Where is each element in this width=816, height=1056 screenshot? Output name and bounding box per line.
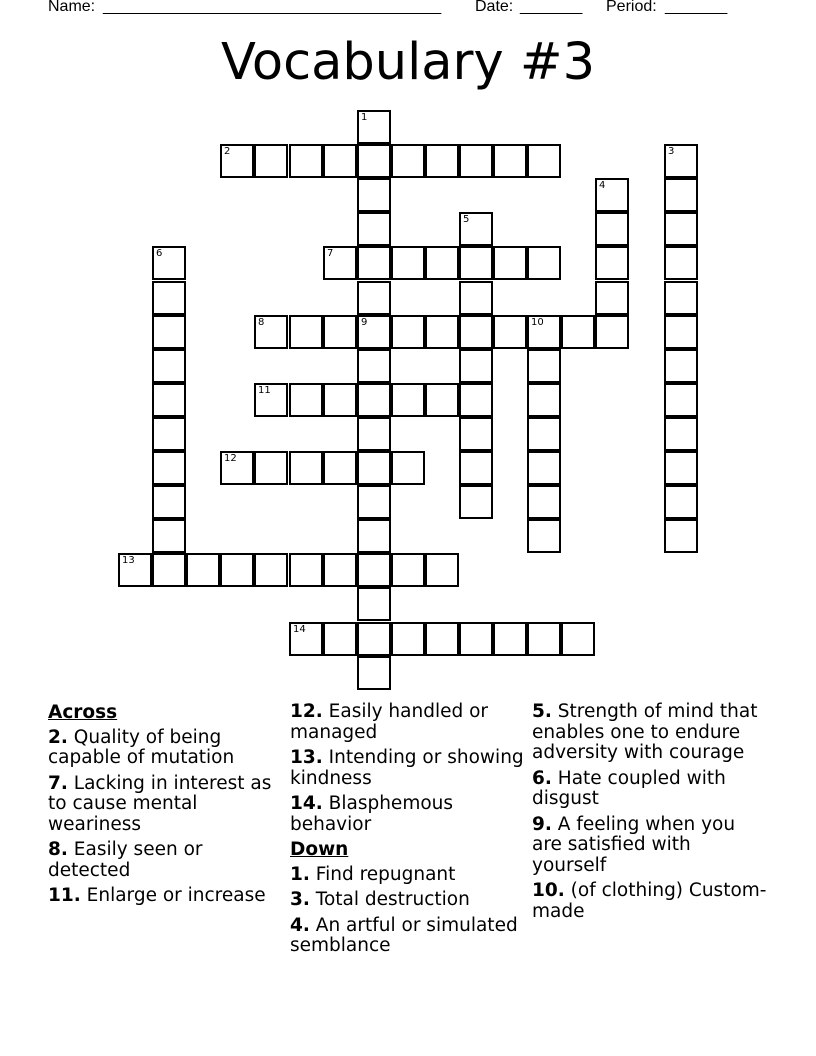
- crossword-cell[interactable]: [459, 451, 493, 485]
- crossword-cell[interactable]: [357, 451, 391, 485]
- crossword-cell[interactable]: [357, 110, 391, 144]
- crossword-cell[interactable]: [664, 178, 698, 212]
- crossword-cell[interactable]: [152, 246, 186, 280]
- crossword-cell[interactable]: [220, 451, 254, 485]
- crossword-cell[interactable]: [391, 451, 425, 485]
- crossword-cell[interactable]: [391, 315, 425, 349]
- crossword-cell[interactable]: [323, 383, 357, 417]
- crossword-cell[interactable]: [459, 315, 493, 349]
- crossword-cell[interactable]: [664, 144, 698, 178]
- clue-item: [48, 728, 283, 769]
- crossword-cell[interactable]: [425, 246, 459, 280]
- crossword-cell[interactable]: [254, 553, 288, 587]
- cell-number: 6: [156, 248, 163, 259]
- crossword-cell[interactable]: [152, 553, 186, 587]
- crossword-cell[interactable]: [357, 656, 391, 690]
- crossword-cell[interactable]: [118, 553, 152, 587]
- clue-text: (of clothing) Custom-made: [532, 880, 767, 922]
- crossword-cell[interactable]: [254, 451, 288, 485]
- cell-number: 12: [224, 453, 237, 464]
- clue-section-heading: Across: [48, 702, 118, 723]
- crossword-cell[interactable]: [289, 383, 323, 417]
- crossword-cell[interactable]: [527, 417, 561, 451]
- period-label: Period:: [606, 0, 657, 15]
- clue-number: 2.: [48, 726, 68, 748]
- crossword-cell[interactable]: [527, 485, 561, 519]
- crossword-cell[interactable]: [664, 451, 698, 485]
- crossword-cell[interactable]: [357, 212, 391, 246]
- crossword-cell[interactable]: [425, 315, 459, 349]
- crossword-cell[interactable]: [391, 622, 425, 656]
- clue-number: 13.: [290, 747, 323, 768]
- clue-text: Quality of being capable of mutation: [48, 726, 235, 768]
- crossword-cell[interactable]: [357, 144, 391, 178]
- cell-number: 13: [122, 555, 135, 566]
- clue-text: Enlarge or increase: [80, 885, 266, 906]
- clue-number: 12.: [290, 701, 323, 722]
- crossword-cell[interactable]: [595, 212, 629, 246]
- crossword-cell[interactable]: [357, 417, 391, 451]
- date-field[interactable]: _______: [520, 0, 583, 15]
- clue-item: [290, 702, 525, 743]
- clue-text: Easily seen or detected: [48, 839, 203, 881]
- clue-column-3: [532, 702, 767, 927]
- clue-item: [532, 881, 767, 922]
- cell-number: 9: [361, 317, 368, 328]
- clue-section-heading: Down: [290, 839, 349, 860]
- name-field[interactable]: ______________________________________: [103, 0, 442, 15]
- clue-number: 3.: [290, 889, 310, 910]
- cell-number: 8: [258, 317, 265, 328]
- crossword-cell[interactable]: [289, 144, 323, 178]
- clue-item: [290, 865, 525, 886]
- crossword-cell[interactable]: [459, 246, 493, 280]
- clue-item: [532, 815, 767, 877]
- crossword-cell[interactable]: [186, 553, 220, 587]
- crossword-cell[interactable]: [391, 144, 425, 178]
- crossword-cell[interactable]: [391, 246, 425, 280]
- crossword-cell[interactable]: [323, 553, 357, 587]
- clue-text: Find repugnant: [309, 863, 456, 885]
- clue-text: Strength of mind that enables one to endure adversity with courage: [532, 701, 758, 763]
- crossword-cell[interactable]: [152, 315, 186, 349]
- page-title: Vocabulary #3: [220, 33, 596, 92]
- clue-item: [532, 769, 767, 810]
- crossword-cell[interactable]: [459, 212, 493, 246]
- crossword-cell[interactable]: [391, 383, 425, 417]
- crossword-cell[interactable]: [152, 519, 186, 553]
- crossword-cell[interactable]: [493, 622, 527, 656]
- crossword-cell[interactable]: [459, 349, 493, 383]
- clue-item: [48, 840, 283, 881]
- clue-text: Total destruction: [309, 889, 470, 910]
- crossword-cell[interactable]: [357, 315, 391, 349]
- cell-number: 7: [327, 248, 334, 259]
- clue-item: [48, 886, 283, 907]
- crossword-cell[interactable]: [595, 246, 629, 280]
- clue-text: A feeling when you are satisfied with yourself: [532, 813, 736, 876]
- crossword-cell[interactable]: [152, 451, 186, 485]
- crossword-cell[interactable]: [220, 144, 254, 178]
- crossword-cell[interactable]: [527, 246, 561, 280]
- crossword-cell[interactable]: [152, 281, 186, 315]
- crossword-cell[interactable]: [664, 519, 698, 553]
- crossword-cell[interactable]: [357, 281, 391, 315]
- crossword-cell[interactable]: [459, 383, 493, 417]
- crossword-cell[interactable]: [459, 417, 493, 451]
- crossword-cell[interactable]: [152, 485, 186, 519]
- crossword-cell[interactable]: [323, 451, 357, 485]
- crossword-cell[interactable]: [595, 178, 629, 212]
- cell-number: 10: [531, 317, 544, 328]
- crossword-cell[interactable]: [357, 349, 391, 383]
- crossword-cell[interactable]: [664, 212, 698, 246]
- crossword-cell[interactable]: [493, 315, 527, 349]
- crossword-cell[interactable]: [323, 246, 357, 280]
- crossword-cell[interactable]: [664, 485, 698, 519]
- crossword-cell[interactable]: [493, 144, 527, 178]
- clue-number: 10.: [532, 880, 565, 901]
- clue-number: 11.: [48, 885, 81, 906]
- crossword-cell[interactable]: [664, 349, 698, 383]
- clue-item: [532, 702, 767, 764]
- crossword-cell[interactable]: [527, 519, 561, 553]
- crossword-cell[interactable]: [595, 315, 629, 349]
- crossword-cell[interactable]: [561, 315, 595, 349]
- cell-number: 4: [599, 180, 606, 191]
- clue-number: 1.: [290, 863, 310, 885]
- crossword-cell[interactable]: [391, 553, 425, 587]
- cell-number: 1: [361, 112, 368, 123]
- clue-text: Blasphemous behavior: [290, 793, 454, 835]
- crossword-cell[interactable]: [289, 451, 323, 485]
- clue-column-1: [48, 702, 283, 912]
- clue-item: [290, 748, 525, 789]
- crossword-cell[interactable]: [459, 144, 493, 178]
- crossword-cell[interactable]: [289, 315, 323, 349]
- clue-text: An artful or simulated semblance: [290, 914, 518, 956]
- crossword-cell[interactable]: [527, 315, 561, 349]
- clue-item: [290, 794, 525, 835]
- crossword-cell[interactable]: [357, 485, 391, 519]
- cell-number: 11: [258, 385, 271, 396]
- period-field[interactable]: _______: [665, 0, 728, 15]
- cell-number: 5: [463, 214, 470, 225]
- clue-column-2: [290, 702, 525, 962]
- crossword-cell[interactable]: [152, 417, 186, 451]
- crossword-cell[interactable]: [357, 622, 391, 656]
- crossword-cell[interactable]: [289, 553, 323, 587]
- clue-item: [48, 774, 283, 836]
- crossword-cell[interactable]: [527, 451, 561, 485]
- crossword-cell[interactable]: [152, 383, 186, 417]
- crossword-cell[interactable]: [664, 246, 698, 280]
- crossword-cell[interactable]: [527, 383, 561, 417]
- crossword-cell[interactable]: [152, 349, 186, 383]
- crossword-cell[interactable]: [527, 622, 561, 656]
- date-label: Date:: [475, 0, 514, 15]
- clue-text: Easily handled or managed: [290, 701, 489, 743]
- clue-number: 8.: [48, 839, 68, 860]
- name-label: Name:: [48, 0, 96, 15]
- crossword-cell[interactable]: [357, 246, 391, 280]
- crossword-cell[interactable]: [527, 144, 561, 178]
- clue-number: 14.: [290, 793, 323, 814]
- clue-item: [290, 890, 525, 911]
- crossword-cell[interactable]: [323, 315, 357, 349]
- crossword-cell[interactable]: [323, 622, 357, 656]
- crossword-cell[interactable]: [357, 553, 391, 587]
- crossword-cell[interactable]: [664, 383, 698, 417]
- crossword-cell[interactable]: [357, 587, 391, 621]
- cell-number: 2: [224, 146, 231, 157]
- cell-number: 14: [293, 624, 306, 635]
- clue-text: Lacking in interest as to cause mental weariness: [48, 772, 272, 835]
- crossword-cell[interactable]: [425, 622, 459, 656]
- crossword-cell[interactable]: [425, 553, 459, 587]
- clue-number: 4.: [290, 914, 310, 936]
- clue-item: [290, 916, 525, 957]
- crossword-cell[interactable]: [289, 622, 323, 656]
- crossword-cell[interactable]: [254, 315, 288, 349]
- crossword-cell[interactable]: [425, 144, 459, 178]
- crossword-cell[interactable]: [323, 144, 357, 178]
- crossword-cell[interactable]: [357, 519, 391, 553]
- crossword-cell[interactable]: [459, 281, 493, 315]
- crossword-cell[interactable]: [254, 383, 288, 417]
- crossword-cell[interactable]: [220, 553, 254, 587]
- crossword-cell[interactable]: [493, 246, 527, 280]
- crossword-cell[interactable]: [425, 383, 459, 417]
- crossword-cell[interactable]: [561, 622, 595, 656]
- crossword-cell[interactable]: [357, 383, 391, 417]
- crossword-cell[interactable]: [664, 417, 698, 451]
- crossword-cell[interactable]: [459, 485, 493, 519]
- crossword-cell[interactable]: [664, 281, 698, 315]
- cell-number: 3: [668, 146, 675, 157]
- crossword-cell[interactable]: [357, 178, 391, 212]
- clue-number: 6.: [532, 767, 552, 789]
- crossword-cell[interactable]: [527, 349, 561, 383]
- clue-number: 7.: [48, 772, 68, 794]
- crossword-cell[interactable]: [664, 315, 698, 349]
- crossword-cell[interactable]: [595, 281, 629, 315]
- clue-number: 5.: [532, 701, 552, 722]
- crossword-cell[interactable]: [254, 144, 288, 178]
- clue-text: Intending or showing kindness: [290, 747, 524, 789]
- crossword-cell[interactable]: [459, 622, 493, 656]
- clue-text: Hate coupled with disgust: [532, 767, 726, 809]
- clue-number: 9.: [532, 813, 552, 835]
